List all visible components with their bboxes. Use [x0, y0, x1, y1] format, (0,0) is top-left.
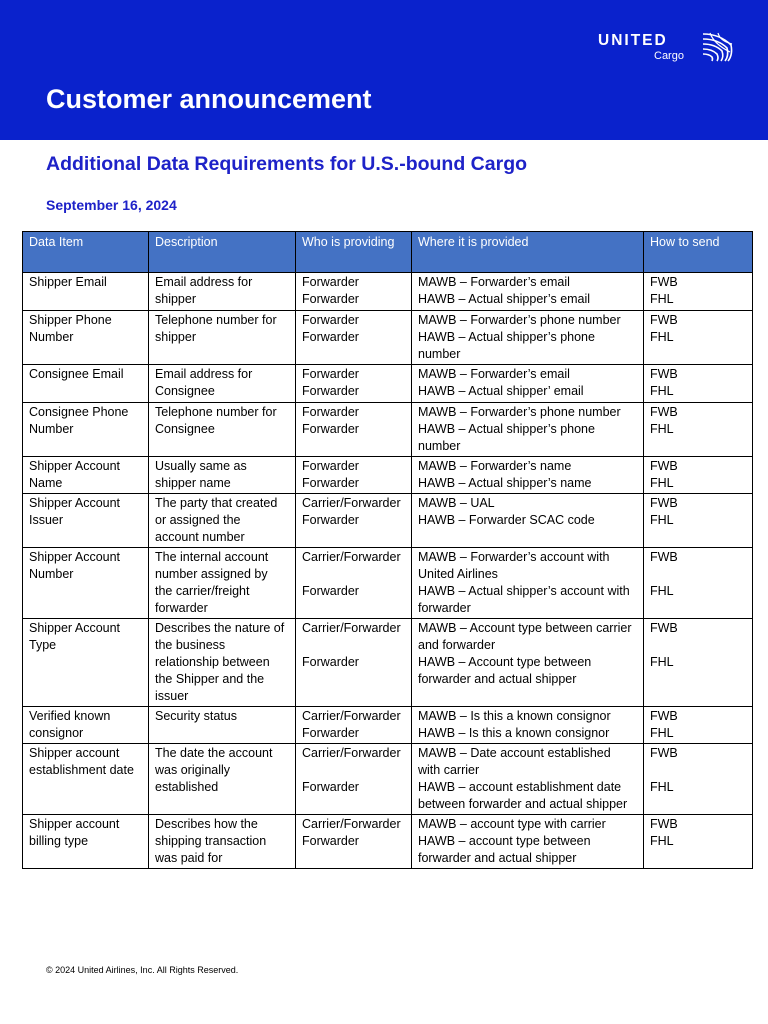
cell-line: United Airlines: [418, 567, 498, 581]
cell-line: Carrier/Forwarder: [302, 709, 401, 723]
document-subtitle: Additional Data Requirements for U.S.-bound Cargo: [46, 153, 528, 175]
cell-description: [149, 815, 296, 869]
cell-line: Consignee Phone: [29, 405, 129, 419]
cell-how-to-send: [644, 273, 753, 311]
cell-line: Forwarder: [302, 459, 359, 473]
cell-line: established: [155, 780, 219, 794]
cell-description: [149, 707, 296, 744]
cell-line: billing type: [29, 834, 89, 848]
cell-line: between forwarder and actual shipper: [418, 797, 628, 811]
cell-line: number: [418, 439, 461, 453]
cell-line: MAWB – Forwarder’s account with: [418, 550, 610, 564]
column-header-who-is-providing: Who is providing: [296, 232, 412, 273]
cell-line: HAWB – Actual shipper’s phone: [418, 330, 595, 344]
table-row: [23, 365, 753, 403]
cell-line: Carrier/Forwarder: [302, 496, 401, 510]
cell-line: HAWB – Forwarder SCAC code: [418, 513, 595, 527]
cell-where-provided: [412, 311, 644, 365]
cell-line: Carrier/Forwarder: [302, 621, 401, 635]
globe-icon: [700, 30, 734, 64]
cell-line: Shipper account: [29, 817, 120, 831]
cell-description: [149, 311, 296, 365]
cell-line: Security status: [155, 709, 237, 723]
cell-line: and forwarder: [418, 638, 496, 652]
cell-line: Forwarder: [302, 655, 359, 669]
cell-line: HAWB – Actual shipper’ email: [418, 384, 584, 398]
cell-line: Forwarder: [302, 313, 359, 327]
cell-where-provided: [412, 744, 644, 815]
cell-line: Usually same as: [155, 459, 247, 473]
cell-line: Forwarder: [302, 422, 359, 436]
cell-line: forwarder and actual shipper: [418, 851, 577, 865]
cell-line: MAWB – Account type between carrier: [418, 621, 632, 635]
cell-line: Forwarder: [302, 726, 359, 740]
cell-line: Carrier/Forwarder: [302, 817, 401, 831]
cell-line: Carrier/Forwarder: [302, 550, 401, 564]
header-banner: [0, 0, 768, 140]
cell-line: FHL: [650, 655, 674, 669]
cell-data-item: [23, 707, 149, 744]
cell-line: FWB: [650, 746, 678, 760]
cell-line: FWB: [650, 496, 678, 510]
cell-line: Shipper Account: [29, 621, 121, 635]
cell-line: Shipper Email: [29, 275, 107, 289]
cell-data-item: [23, 744, 149, 815]
cell-line: FWB: [650, 313, 678, 327]
cell-line: Consignee: [155, 422, 215, 436]
cell-how-to-send: [644, 403, 753, 457]
cell-line: FWB: [650, 709, 678, 723]
cell-description: [149, 403, 296, 457]
cell-where-provided: [412, 619, 644, 707]
cell-line: MAWB – Forwarder’s name: [418, 459, 572, 473]
cell-line: The internal account: [155, 550, 269, 564]
page-title: Customer announcement: [46, 84, 372, 114]
cell-how-to-send: [644, 619, 753, 707]
cell-description: [149, 273, 296, 311]
cell-line: account number: [155, 530, 245, 544]
column-header-data-item: Data Item: [23, 232, 149, 273]
cell-line: the carrier/freight: [155, 584, 250, 598]
cell-who-is-providing: [296, 365, 412, 403]
column-header-description: Description: [149, 232, 296, 273]
cell-line: establishment date: [29, 763, 134, 777]
cell-who-is-providing: [296, 815, 412, 869]
cell-who-is-providing: [296, 494, 412, 548]
cell-line: shipping transaction: [155, 834, 267, 848]
cell-who-is-providing: [296, 457, 412, 494]
cell-line: MAWB – Date account established: [418, 746, 611, 760]
cell-line: MAWB – Forwarder’s email: [418, 275, 570, 289]
cell-line: forwarder: [418, 601, 471, 615]
cell-line: FHL: [650, 384, 674, 398]
cell-line: Shipper Phone: [29, 313, 112, 327]
cell-line: FHL: [650, 834, 674, 848]
cell-line: Telephone number for: [155, 313, 277, 327]
cell-how-to-send: [644, 494, 753, 548]
table-row: [23, 744, 753, 815]
cell-line: Forwarder: [302, 780, 359, 794]
cell-who-is-providing: [296, 403, 412, 457]
cell-line: Describes the nature of: [155, 621, 285, 635]
cell-line: Type: [29, 638, 57, 652]
cell-line: Forwarder: [302, 330, 359, 344]
cell-how-to-send: [644, 365, 753, 403]
copyright-footer: © 2024 United Airlines, Inc. All Rights Reserved.: [46, 965, 239, 975]
cell-line: HAWB – Actual shipper’s account with: [418, 584, 630, 598]
cell-line: Shipper Account: [29, 496, 121, 510]
cell-where-provided: [412, 494, 644, 548]
cell-where-provided: [412, 707, 644, 744]
cell-who-is-providing: [296, 744, 412, 815]
cell-line: FHL: [650, 780, 674, 794]
cell-line: FHL: [650, 584, 674, 598]
cell-line: Forwarder: [302, 476, 359, 490]
cell-line: FWB: [650, 405, 678, 419]
cell-line: Shipper Account: [29, 459, 121, 473]
cell-line: Forwarder: [302, 292, 359, 306]
cell-data-item: [23, 494, 149, 548]
cell-line: number: [418, 347, 461, 361]
cell-data-item: [23, 548, 149, 619]
cell-how-to-send: [644, 744, 753, 815]
cell-who-is-providing: [296, 707, 412, 744]
cell-line: [650, 762, 746, 779]
cell-data-item: [23, 273, 149, 311]
cell-description: [149, 548, 296, 619]
cell-data-item: [23, 365, 149, 403]
cell-line: FHL: [650, 422, 674, 436]
cell-line: Name: [29, 476, 63, 490]
cell-line: MAWB – UAL: [418, 496, 495, 510]
cell-line: [650, 637, 746, 654]
cell-line: relationship between: [155, 655, 270, 669]
cell-where-provided: [412, 457, 644, 494]
cell-line: FHL: [650, 330, 674, 344]
cell-data-item: [23, 619, 149, 707]
cell-line: MAWB – Is this a known consignor: [418, 709, 611, 723]
table-row: [23, 273, 753, 311]
data-requirements-table: [22, 231, 753, 869]
logo-wordmark: UNITED: [598, 32, 668, 49]
table-body: [23, 273, 753, 869]
cell-data-item: [23, 311, 149, 365]
table-header-row: [23, 232, 753, 273]
cell-line: FHL: [650, 292, 674, 306]
cell-line: MAWB – account type with carrier: [418, 817, 606, 831]
cell-line: Number: [29, 422, 74, 436]
cell-line: FHL: [650, 476, 674, 490]
column-header-where-provided: Where it is provided: [412, 232, 644, 273]
cell-line: Describes how the: [155, 817, 258, 831]
cell-line: or assigned the: [155, 513, 241, 527]
cell-line: Forwarder: [302, 384, 359, 398]
table-row: [23, 311, 753, 365]
cell-line: forwarder and actual shipper: [418, 672, 577, 686]
cell-who-is-providing: [296, 311, 412, 365]
table-row: [23, 707, 753, 744]
cell-where-provided: [412, 273, 644, 311]
cell-line: [302, 637, 405, 654]
cell-where-provided: [412, 815, 644, 869]
cell-how-to-send: [644, 457, 753, 494]
cell-line: MAWB – Forwarder’s email: [418, 367, 570, 381]
cell-line: Issuer: [29, 513, 64, 527]
cell-line: Number: [29, 567, 74, 581]
cell-line: Carrier/Forwarder: [302, 746, 401, 760]
cell-line: The date the account: [155, 746, 273, 760]
cell-line: FWB: [650, 367, 678, 381]
cell-line: Verified known: [29, 709, 111, 723]
cell-line: shipper: [155, 292, 196, 306]
cell-how-to-send: [644, 815, 753, 869]
cell-line: MAWB – Forwarder’s phone number: [418, 313, 621, 327]
cell-line: [302, 566, 405, 583]
cell-data-item: [23, 457, 149, 494]
cell-line: HAWB – Actual shipper’s name: [418, 476, 592, 490]
cell-line: the business: [155, 638, 226, 652]
cell-line: HAWB – account type between: [418, 834, 591, 848]
cell-line: shipper name: [155, 476, 231, 490]
cell-line: FHL: [650, 513, 674, 527]
cell-line: Shipper account: [29, 746, 120, 760]
logo-subtext: Cargo: [654, 50, 684, 62]
cell-line: Telephone number for: [155, 405, 277, 419]
cell-description: [149, 619, 296, 707]
cell-line: FWB: [650, 550, 678, 564]
cell-data-item: [23, 815, 149, 869]
cell-line: consignor: [29, 726, 84, 740]
table-row: [23, 619, 753, 707]
cell-line: number assigned by: [155, 567, 268, 581]
cell-where-provided: [412, 365, 644, 403]
cell-how-to-send: [644, 548, 753, 619]
cell-line: MAWB – Forwarder’s phone number: [418, 405, 621, 419]
cell-how-to-send: [644, 311, 753, 365]
cell-how-to-send: [644, 707, 753, 744]
cell-description: [149, 494, 296, 548]
cell-line: HAWB – Account type between: [418, 655, 592, 669]
table-row: [23, 403, 753, 457]
cell-line: Consignee Email: [29, 367, 124, 381]
cell-line: FWB: [650, 459, 678, 473]
cell-line: the Shipper and the: [155, 672, 265, 686]
cell-line: was originally: [155, 763, 231, 777]
cell-line: FWB: [650, 621, 678, 635]
announcement-date: September 16, 2024: [46, 197, 177, 213]
cell-line: HAWB – account establishment date: [418, 780, 622, 794]
table-row: [23, 457, 753, 494]
cell-line: Forwarder: [302, 584, 359, 598]
cell-line: Forwarder: [302, 405, 359, 419]
cell-line: Email address for: [155, 367, 253, 381]
cell-line: with carrier: [418, 763, 480, 777]
cell-line: [650, 566, 746, 583]
cell-line: was paid for: [155, 851, 223, 865]
cell-line: Forwarder: [302, 275, 359, 289]
cell-where-provided: [412, 548, 644, 619]
cell-description: [149, 744, 296, 815]
cell-line: HAWB – Actual shipper’s phone: [418, 422, 595, 436]
united-cargo-logo: [598, 30, 738, 66]
cell-line: Forwarder: [302, 834, 359, 848]
cell-line: HAWB – Is this a known consignor: [418, 726, 610, 740]
cell-line: [302, 762, 405, 779]
cell-line: Email address for: [155, 275, 253, 289]
cell-line: Consignee: [155, 384, 215, 398]
table-row: [23, 815, 753, 869]
cell-line: Forwarder: [302, 513, 359, 527]
table-row: [23, 494, 753, 548]
cell-line: FWB: [650, 275, 678, 289]
cell-line: Forwarder: [302, 367, 359, 381]
cell-line: forwarder: [155, 601, 208, 615]
cell-where-provided: [412, 403, 644, 457]
cell-line: FWB: [650, 817, 678, 831]
table-row: [23, 548, 753, 619]
cell-line: HAWB – Actual shipper’s email: [418, 292, 591, 306]
cell-who-is-providing: [296, 273, 412, 311]
cell-line: Number: [29, 330, 74, 344]
cell-line: issuer: [155, 689, 189, 703]
cell-description: [149, 365, 296, 403]
cell-line: shipper: [155, 330, 196, 344]
cell-line: The party that created: [155, 496, 278, 510]
cell-who-is-providing: [296, 548, 412, 619]
column-header-how-to-send: How to send: [644, 232, 753, 273]
cell-who-is-providing: [296, 619, 412, 707]
cell-line: FHL: [650, 726, 674, 740]
cell-line: Shipper Account: [29, 550, 121, 564]
cell-description: [149, 457, 296, 494]
cell-data-item: [23, 403, 149, 457]
